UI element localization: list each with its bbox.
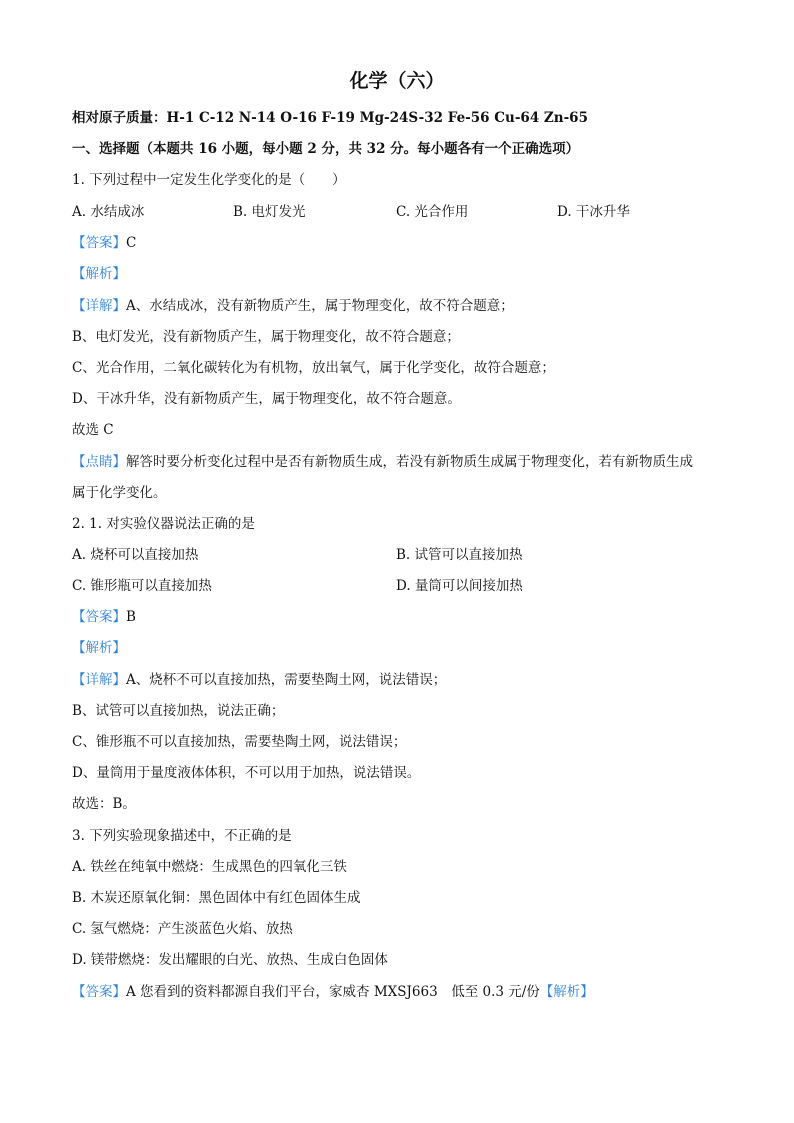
question-2-stem: 2. 1. 对实验仪器说法正确的是 <box>72 516 255 532</box>
q2-choice: 故选：B。 <box>72 796 136 812</box>
q2-option-b: B. 试管可以直接加热 <box>396 547 523 563</box>
q1-comment <box>72 452 693 472</box>
answer-tag: 【答案】 <box>72 235 126 251</box>
q3-option-a: A. 铁丝在纯氧中燃烧：生成黑色的四氧化三铁 <box>72 859 347 875</box>
q1-analysis-tag: 【解析】 <box>72 266 126 282</box>
q2-detail-c: C、锥形瓶不可以直接加热，需要垫陶土网，说法错误； <box>72 734 407 750</box>
q2-option-a: A. 烧杯可以直接加热 <box>72 547 199 563</box>
page-title: 化学（六） <box>349 70 445 92</box>
q2-detail-a <box>72 670 446 690</box>
q2-option-d: D. 量筒可以间接加热 <box>396 578 523 594</box>
q1-choice: 故选 C <box>72 422 114 438</box>
q2-option-c: C. 锥形瓶可以直接加热 <box>72 578 212 594</box>
q1-option-a: A. 水结成冰 <box>72 204 145 220</box>
question-1-stem: 1. 下列过程中一定发生化学变化的是（ ） <box>72 172 346 188</box>
q1-comment-cont: 属于化学变化。 <box>72 485 167 501</box>
detail-text: A、烧杯不可以直接加热，需要垫陶土网，说法错误； <box>126 672 447 688</box>
q3-answer <box>72 982 594 1002</box>
atomic-masses: 相对原子质量：H-1 C-12 N-14 O-16 F-19 Mg-24S-32 Fe-56 Cu-64 Zn-65 <box>72 110 588 126</box>
q2-answer <box>72 607 136 627</box>
q3-option-d: D. 镁带燃烧：发出耀眼的白光、放热、生成白色固体 <box>72 952 388 968</box>
q1-detail-a <box>72 296 514 316</box>
q1-option-d: D. 干冰升华 <box>557 204 630 220</box>
detail-tag: 【详解】 <box>72 672 126 688</box>
answer-value: C <box>126 235 137 251</box>
detail-tag: 【详解】 <box>72 298 126 314</box>
answer-tag: 【答案】 <box>72 609 126 625</box>
q2-analysis-tag: 【解析】 <box>72 640 126 656</box>
q1-detail-b: B、电灯发光，没有新物质产生，属于物理变化，故不符合题意； <box>72 329 460 345</box>
q1-answer <box>72 233 136 253</box>
comment-tag: 【点睛】 <box>72 454 126 470</box>
q2-detail-d: D、量筒用于量度液体体积，不可以用于加热，说法错误。 <box>72 765 421 781</box>
q1-option-c: C. 光合作用 <box>396 204 469 220</box>
q2-detail-b: B、试管可以直接加热，说法正确； <box>72 703 285 719</box>
q1-detail-c: C、光合作用，二氧化碳转化为有机物，放出氧气，属于化学变化，故符合题意； <box>72 360 555 376</box>
analysis-tag: 【解析】 <box>539 984 594 1000</box>
answer-value: A 您看到的资料都源自我们平台，家威杏 MXSJ663 低至 0.3 元/份 <box>126 984 540 1000</box>
q3-option-c: C. 氢气燃烧：产生淡蓝色火焰、放热 <box>72 921 293 937</box>
q3-option-b: B. 木炭还原氧化铜：黑色固体中有红色固体生成 <box>72 890 361 906</box>
question-3-stem: 3. 下列实验现象描述中，不正确的是 <box>72 828 292 844</box>
q1-detail-d: D、干冰升华，没有新物质产生，属于物理变化，故不符合题意。 <box>72 391 461 407</box>
q1-option-b: B. 电灯发光 <box>233 204 306 220</box>
section-heading: 一、选择题（本题共 16 小题，每小题 2 分，共 32 分。每小题各有一个正确选项） <box>72 141 580 157</box>
detail-text: A、水结成冰，没有新物质产生，属于物理变化，故不符合题意； <box>126 298 514 314</box>
comment-text: 解答时要分析变化过程中是否有新物质生成，若没有新物质生成属于物理变化，若有新物质生成 <box>126 454 693 470</box>
answer-value: B <box>126 609 136 625</box>
answer-tag: 【答案】 <box>72 984 126 1000</box>
